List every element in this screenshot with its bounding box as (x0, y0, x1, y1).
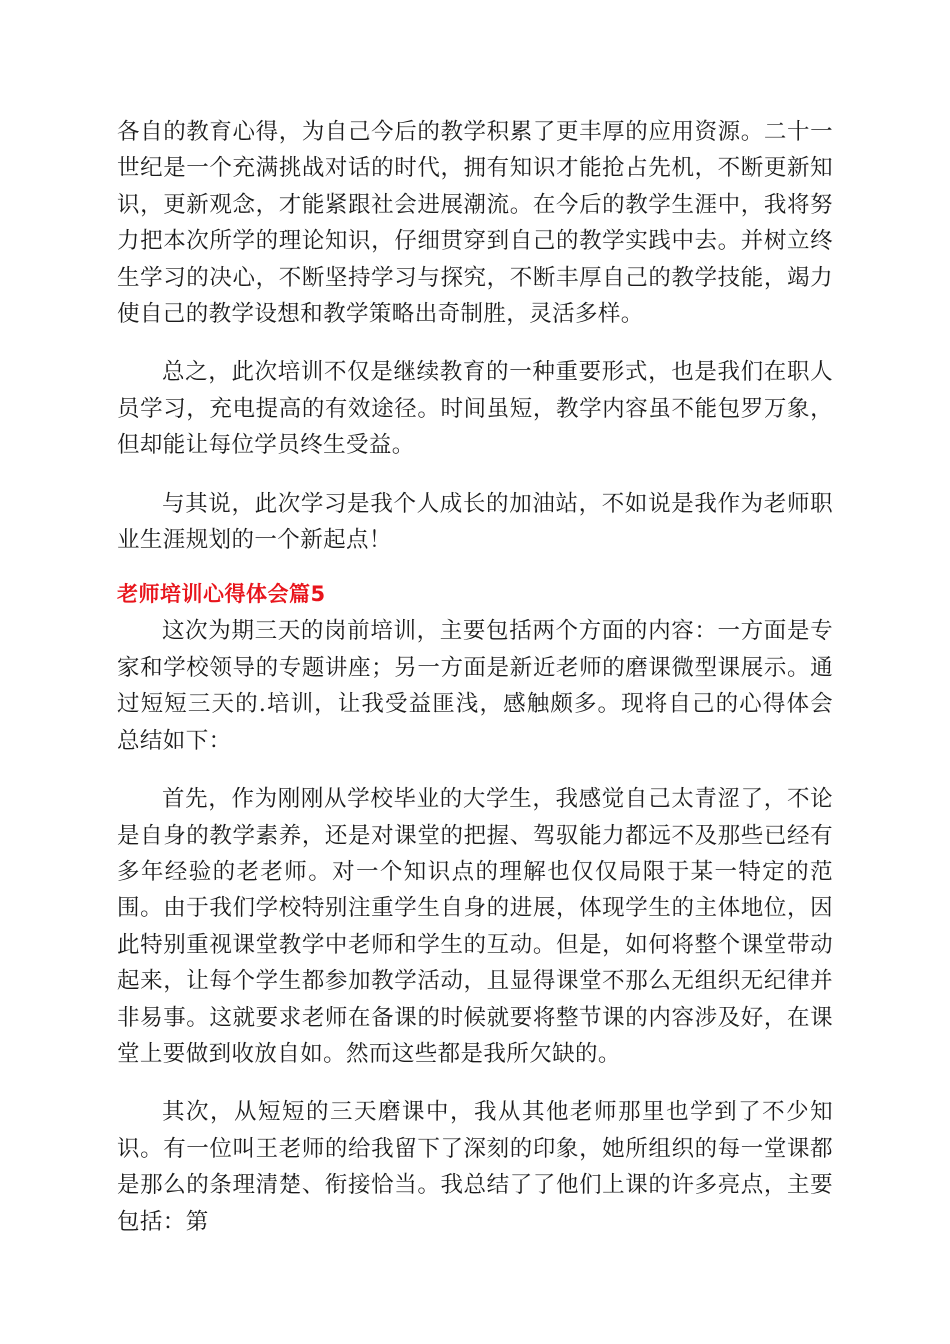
document-page (117, 114, 833, 1240)
paragraph-first: 首先，作为刚刚从学校毕业的大学生，我感觉自己太青涩了，不论是自身的教学素养，还是对课堂的把握、驾驭能力都远不及那些已经有多年经验的老老师。对一个知识点的理解也仅仅局限于某一特定的范围。由于我们学校特别注重学生自身的进展，体现学生的主体地位，因此特别重视课堂教学中老师和学生的互动。但是，如何将整个课堂带动起来，让每个学生都参加教学活动，且显得课堂不那么无组织无纪律并非易事。这就要求老师在备课的时候就要将整节课的内容涉及好，在课堂上要做到收放自如。然而这些都是我所欠缺的。 (117, 786, 833, 1067)
paragraph-summary: 总之，此次培训不仅是继续教育的一种重要形式，也是我们在职人员学习，充电提高的有效途径。时间虽短，教学内容虽不能包罗万象，但却能让每位学员终生受益。 (117, 359, 833, 459)
section-heading: 老师培训心得体会篇5 (117, 582, 326, 607)
paragraph-second: 其次，从短短的三天磨课中，我从其他老师那里也学到了不少知识。有一位叫王老师的给我留下了深刻的印象，她所组织的每一堂课都是那么的条理清楚、衔接恰当。我总结了了他们上课的许多亮点，主要包括：第 (117, 1099, 833, 1235)
paragraph-intro: 这次为期三天的岗前培训，主要包括两个方面的内容：一方面是专家和学校领导的专题讲座；另一方面是新近老师的磨课微型课展示。通过短短三天的.培训，让我受益匪浅，感触颇多。现将自己的心得体会总结如下： (117, 618, 833, 754)
paragraph-conclusion: 与其说，此次学习是我个人成长的加油站，不如说是我作为老师职业生涯规划的一个新起点！ (117, 490, 833, 554)
paragraph-continuation: 各自的教育心得，为自己今后的教学积累了更丰厚的应用资源。二十一世纪是一个充满挑战对话的时代，拥有知识才能抢占先机，不断更新知识，更新观念，才能紧跟社会进展潮流。在今后的教学生涯中，我将努力把本次所学的理论知识，仔细贯穿到自己的教学实践中去。并树立终生学习的决心，不断坚持学习与探究，不断丰厚自己的教学技能，竭力使自己的教学设想和教学策略出奇制胜，灵活多样。 (117, 119, 833, 328)
